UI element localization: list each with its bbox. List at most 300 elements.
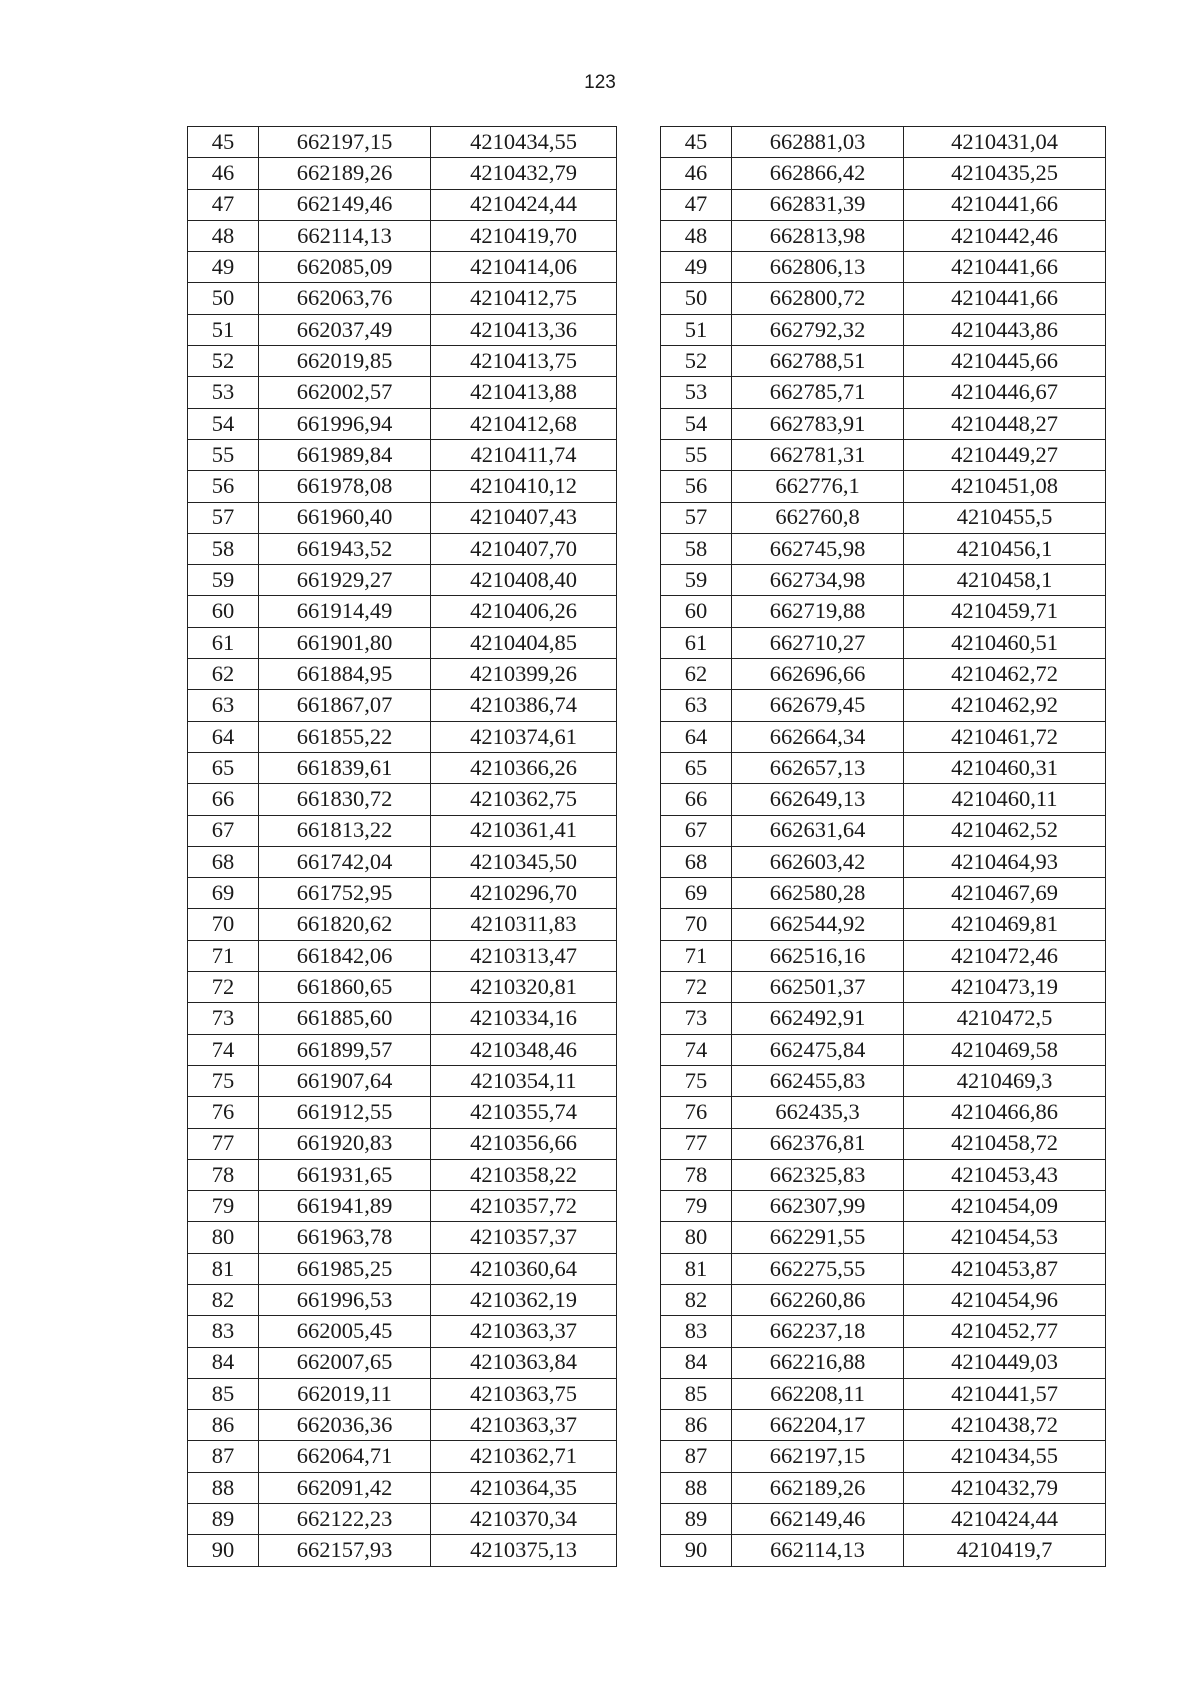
table-row: [661, 220, 1106, 251]
y-coordinate-cell: 4210460,51: [904, 627, 1106, 658]
x-coordinate-cell: 662208,11: [732, 1378, 904, 1409]
table-row: [661, 1097, 1106, 1128]
x-coordinate-cell: 662189,26: [259, 158, 431, 189]
table-row: [661, 752, 1106, 783]
table-row: [188, 659, 617, 690]
table-row: [188, 1003, 617, 1034]
x-coordinate-cell: 661914,49: [259, 596, 431, 627]
y-coordinate-cell: 4210464,93: [904, 846, 1106, 877]
x-coordinate-cell: 661884,95: [259, 659, 431, 690]
x-coordinate-cell: 662657,13: [732, 752, 904, 783]
point-number-cell: 60: [661, 596, 732, 627]
x-coordinate-cell: 661929,27: [259, 565, 431, 596]
coordinates-table-left-body: [188, 127, 617, 1567]
table-row: [661, 533, 1106, 564]
y-coordinate-cell: 4210357,72: [431, 1191, 617, 1222]
table-row: [661, 1378, 1106, 1409]
x-coordinate-cell: 662696,66: [732, 659, 904, 690]
y-coordinate-cell: 4210366,26: [431, 752, 617, 783]
point-number-cell: 53: [661, 377, 732, 408]
x-coordinate-cell: 662204,17: [732, 1410, 904, 1441]
table-row: [661, 721, 1106, 752]
point-number-cell: 84: [188, 1347, 259, 1378]
point-number-cell: 81: [661, 1253, 732, 1284]
y-coordinate-cell: 4210458,72: [904, 1128, 1106, 1159]
y-coordinate-cell: 4210363,84: [431, 1347, 617, 1378]
y-coordinate-cell: 4210358,22: [431, 1159, 617, 1190]
y-coordinate-cell: 4210363,37: [431, 1316, 617, 1347]
y-coordinate-cell: 4210472,5: [904, 1003, 1106, 1034]
y-coordinate-cell: 4210441,57: [904, 1378, 1106, 1409]
x-coordinate-cell: 662806,13: [732, 252, 904, 283]
y-coordinate-cell: 4210431,04: [904, 127, 1106, 158]
point-number-cell: 68: [188, 846, 259, 877]
table-row: [188, 690, 617, 721]
y-coordinate-cell: 4210354,11: [431, 1065, 617, 1096]
x-coordinate-cell: 662157,93: [259, 1535, 431, 1566]
point-number-cell: 56: [188, 471, 259, 502]
y-coordinate-cell: 4210355,74: [431, 1097, 617, 1128]
x-coordinate-cell: 662037,49: [259, 314, 431, 345]
x-coordinate-cell: 662291,55: [732, 1222, 904, 1253]
table-row: [188, 283, 617, 314]
point-number-cell: 45: [661, 127, 732, 158]
x-coordinate-cell: 661860,65: [259, 972, 431, 1003]
y-coordinate-cell: 4210442,46: [904, 220, 1106, 251]
x-coordinate-cell: 661978,08: [259, 471, 431, 502]
x-coordinate-cell: 662114,13: [259, 220, 431, 251]
table-row: [188, 189, 617, 220]
point-number-cell: 67: [661, 815, 732, 846]
point-number-cell: 69: [661, 878, 732, 909]
point-number-cell: 49: [661, 252, 732, 283]
point-number-cell: 79: [661, 1191, 732, 1222]
x-coordinate-cell: 662275,55: [732, 1253, 904, 1284]
x-coordinate-cell: 662064,71: [259, 1441, 431, 1472]
point-number-cell: 84: [661, 1347, 732, 1378]
table-row: [661, 1284, 1106, 1315]
x-coordinate-cell: 661885,60: [259, 1003, 431, 1034]
point-number-cell: 56: [661, 471, 732, 502]
y-coordinate-cell: 4210453,87: [904, 1253, 1106, 1284]
x-coordinate-cell: 661830,72: [259, 784, 431, 815]
point-number-cell: 52: [661, 346, 732, 377]
point-number-cell: 65: [188, 752, 259, 783]
x-coordinate-cell: 661899,57: [259, 1034, 431, 1065]
table-row: [661, 1159, 1106, 1190]
point-number-cell: 79: [188, 1191, 259, 1222]
y-coordinate-cell: 4210320,81: [431, 972, 617, 1003]
point-number-cell: 73: [188, 1003, 259, 1034]
point-number-cell: 59: [661, 565, 732, 596]
table-row: [188, 627, 617, 658]
table-row: [188, 972, 617, 1003]
table-row: [661, 1347, 1106, 1378]
y-coordinate-cell: 4210362,71: [431, 1441, 617, 1472]
point-number-cell: 59: [188, 565, 259, 596]
table-row: [188, 502, 617, 533]
table-row: [661, 252, 1106, 283]
x-coordinate-cell: 662792,32: [732, 314, 904, 345]
point-number-cell: 83: [188, 1316, 259, 1347]
table-row: [188, 752, 617, 783]
table-row: [188, 1410, 617, 1441]
table-row: [188, 1034, 617, 1065]
y-coordinate-cell: 4210455,5: [904, 502, 1106, 533]
x-coordinate-cell: 662788,51: [732, 346, 904, 377]
x-coordinate-cell: 662149,46: [732, 1504, 904, 1535]
point-number-cell: 72: [661, 972, 732, 1003]
point-number-cell: 49: [188, 252, 259, 283]
x-coordinate-cell: 662114,13: [732, 1535, 904, 1566]
x-coordinate-cell: 662085,09: [259, 252, 431, 283]
point-number-cell: 74: [188, 1034, 259, 1065]
table-row: [188, 220, 617, 251]
point-number-cell: 64: [188, 721, 259, 752]
table-row: [661, 314, 1106, 345]
x-coordinate-cell: 661855,22: [259, 721, 431, 752]
point-number-cell: 65: [661, 752, 732, 783]
x-coordinate-cell: 662260,86: [732, 1284, 904, 1315]
x-coordinate-cell: 662435,3: [732, 1097, 904, 1128]
y-coordinate-cell: 4210345,50: [431, 846, 617, 877]
y-coordinate-cell: 4210407,43: [431, 502, 617, 533]
table-row: [188, 1065, 617, 1096]
x-coordinate-cell: 661839,61: [259, 752, 431, 783]
table-row: [661, 1222, 1106, 1253]
x-coordinate-cell: 662710,27: [732, 627, 904, 658]
y-coordinate-cell: 4210456,1: [904, 533, 1106, 564]
point-number-cell: 80: [188, 1222, 259, 1253]
x-coordinate-cell: 661941,89: [259, 1191, 431, 1222]
point-number-cell: 62: [188, 659, 259, 690]
table-row: [188, 439, 617, 470]
y-coordinate-cell: 4210454,09: [904, 1191, 1106, 1222]
table-row: [661, 471, 1106, 502]
point-number-cell: 73: [661, 1003, 732, 1034]
y-coordinate-cell: 4210467,69: [904, 878, 1106, 909]
y-coordinate-cell: 4210296,70: [431, 878, 617, 909]
x-coordinate-cell: 662783,91: [732, 408, 904, 439]
point-number-cell: 72: [188, 972, 259, 1003]
table-row: [661, 1504, 1106, 1535]
table-row: [188, 1128, 617, 1159]
table-row: [188, 596, 617, 627]
x-coordinate-cell: 662831,39: [732, 189, 904, 220]
y-coordinate-cell: 4210458,1: [904, 565, 1106, 596]
x-coordinate-cell: 662776,1: [732, 471, 904, 502]
coordinates-table-left: [187, 126, 617, 1567]
x-coordinate-cell: 662603,42: [732, 846, 904, 877]
table-row: [661, 346, 1106, 377]
point-number-cell: 85: [661, 1378, 732, 1409]
point-number-cell: 55: [188, 439, 259, 470]
point-number-cell: 76: [661, 1097, 732, 1128]
x-coordinate-cell: 661742,04: [259, 846, 431, 877]
table-row: [188, 1097, 617, 1128]
y-coordinate-cell: 4210364,35: [431, 1472, 617, 1503]
point-number-cell: 50: [188, 283, 259, 314]
point-number-cell: 47: [188, 189, 259, 220]
x-coordinate-cell: 662679,45: [732, 690, 904, 721]
x-coordinate-cell: 661943,52: [259, 533, 431, 564]
y-coordinate-cell: 4210473,19: [904, 972, 1106, 1003]
table-row: [188, 909, 617, 940]
x-coordinate-cell: 661820,62: [259, 909, 431, 940]
y-coordinate-cell: 4210438,72: [904, 1410, 1106, 1441]
y-coordinate-cell: 4210311,83: [431, 909, 617, 940]
table-row: [661, 127, 1106, 158]
table-row: [661, 189, 1106, 220]
coordinates-table-right-body: [661, 127, 1106, 1567]
y-coordinate-cell: 4210348,46: [431, 1034, 617, 1065]
x-coordinate-cell: 661963,78: [259, 1222, 431, 1253]
point-number-cell: 82: [188, 1284, 259, 1315]
x-coordinate-cell: 661985,25: [259, 1253, 431, 1284]
x-coordinate-cell: 661920,83: [259, 1128, 431, 1159]
table-row: [188, 1316, 617, 1347]
y-coordinate-cell: 4210460,31: [904, 752, 1106, 783]
y-coordinate-cell: 4210413,88: [431, 377, 617, 408]
table-row: [661, 940, 1106, 971]
table-row: [188, 846, 617, 877]
y-coordinate-cell: 4210453,43: [904, 1159, 1106, 1190]
table-row: [661, 1253, 1106, 1284]
table-row: [661, 1191, 1106, 1222]
point-number-cell: 48: [661, 220, 732, 251]
table-row: [661, 596, 1106, 627]
x-coordinate-cell: 662544,92: [732, 909, 904, 940]
table-row: [661, 627, 1106, 658]
y-coordinate-cell: 4210462,72: [904, 659, 1106, 690]
x-coordinate-cell: 662197,15: [732, 1441, 904, 1472]
point-number-cell: 86: [188, 1410, 259, 1441]
point-number-cell: 82: [661, 1284, 732, 1315]
table-row: [188, 721, 617, 752]
x-coordinate-cell: 662785,71: [732, 377, 904, 408]
y-coordinate-cell: 4210449,27: [904, 439, 1106, 470]
table-row: [188, 533, 617, 564]
point-number-cell: 51: [661, 314, 732, 345]
y-coordinate-cell: 4210362,19: [431, 1284, 617, 1315]
page-number: 123: [584, 72, 616, 93]
table-row: [661, 659, 1106, 690]
y-coordinate-cell: 4210446,67: [904, 377, 1106, 408]
point-number-cell: 78: [661, 1159, 732, 1190]
point-number-cell: 62: [661, 659, 732, 690]
point-number-cell: 58: [188, 533, 259, 564]
x-coordinate-cell: 662237,18: [732, 1316, 904, 1347]
point-number-cell: 76: [188, 1097, 259, 1128]
table-row: [661, 565, 1106, 596]
table-row: [661, 878, 1106, 909]
x-coordinate-cell: 662376,81: [732, 1128, 904, 1159]
x-coordinate-cell: 662325,83: [732, 1159, 904, 1190]
x-coordinate-cell: 662475,84: [732, 1034, 904, 1065]
coordinates-table-right: [660, 126, 1106, 1567]
point-number-cell: 66: [188, 784, 259, 815]
point-number-cell: 57: [661, 502, 732, 533]
point-number-cell: 71: [661, 940, 732, 971]
table-row: [661, 158, 1106, 189]
point-number-cell: 60: [188, 596, 259, 627]
point-number-cell: 52: [188, 346, 259, 377]
table-row: [188, 377, 617, 408]
y-coordinate-cell: 4210469,3: [904, 1065, 1106, 1096]
y-coordinate-cell: 4210375,13: [431, 1535, 617, 1566]
y-coordinate-cell: 4210410,12: [431, 471, 617, 502]
x-coordinate-cell: 662866,42: [732, 158, 904, 189]
x-coordinate-cell: 662036,36: [259, 1410, 431, 1441]
point-number-cell: 89: [188, 1504, 259, 1535]
y-coordinate-cell: 4210374,61: [431, 721, 617, 752]
point-number-cell: 88: [188, 1472, 259, 1503]
x-coordinate-cell: 662019,85: [259, 346, 431, 377]
x-coordinate-cell: 661912,55: [259, 1097, 431, 1128]
point-number-cell: 64: [661, 721, 732, 752]
table-row: [661, 408, 1106, 439]
point-number-cell: 71: [188, 940, 259, 971]
y-coordinate-cell: 4210461,72: [904, 721, 1106, 752]
y-coordinate-cell: 4210449,03: [904, 1347, 1106, 1378]
x-coordinate-cell: 662781,31: [732, 439, 904, 470]
table-row: [188, 1535, 617, 1566]
y-coordinate-cell: 4210361,41: [431, 815, 617, 846]
y-coordinate-cell: 4210434,55: [431, 127, 617, 158]
point-number-cell: 63: [661, 690, 732, 721]
x-coordinate-cell: 661901,80: [259, 627, 431, 658]
point-number-cell: 46: [661, 158, 732, 189]
x-coordinate-cell: 662002,57: [259, 377, 431, 408]
x-coordinate-cell: 661931,65: [259, 1159, 431, 1190]
table-row: [661, 377, 1106, 408]
x-coordinate-cell: 662019,11: [259, 1378, 431, 1409]
x-coordinate-cell: 662664,34: [732, 721, 904, 752]
point-number-cell: 58: [661, 533, 732, 564]
y-coordinate-cell: 4210408,40: [431, 565, 617, 596]
table-row: [188, 1441, 617, 1472]
x-coordinate-cell: 662760,8: [732, 502, 904, 533]
x-coordinate-cell: 662745,98: [732, 533, 904, 564]
table-row: [661, 1316, 1106, 1347]
table-row: [661, 1128, 1106, 1159]
y-coordinate-cell: 4210413,75: [431, 346, 617, 377]
table-row: [661, 784, 1106, 815]
table-row: [188, 1253, 617, 1284]
y-coordinate-cell: 4210362,75: [431, 784, 617, 815]
point-number-cell: 48: [188, 220, 259, 251]
x-coordinate-cell: 662007,65: [259, 1347, 431, 1378]
point-number-cell: 75: [188, 1065, 259, 1096]
y-coordinate-cell: 4210460,11: [904, 784, 1106, 815]
x-coordinate-cell: 661842,06: [259, 940, 431, 971]
y-coordinate-cell: 4210399,26: [431, 659, 617, 690]
table-row: [188, 1159, 617, 1190]
table-row: [188, 940, 617, 971]
y-coordinate-cell: 4210469,81: [904, 909, 1106, 940]
y-coordinate-cell: 4210360,64: [431, 1253, 617, 1284]
y-coordinate-cell: 4210435,25: [904, 158, 1106, 189]
table-row: [661, 283, 1106, 314]
y-coordinate-cell: 4210357,37: [431, 1222, 617, 1253]
table-row: [188, 127, 617, 158]
point-number-cell: 67: [188, 815, 259, 846]
x-coordinate-cell: 662216,88: [732, 1347, 904, 1378]
table-row: [188, 471, 617, 502]
point-number-cell: 53: [188, 377, 259, 408]
y-coordinate-cell: 4210441,66: [904, 283, 1106, 314]
point-number-cell: 66: [661, 784, 732, 815]
x-coordinate-cell: 661960,40: [259, 502, 431, 533]
y-coordinate-cell: 4210407,70: [431, 533, 617, 564]
table-row: [661, 1535, 1106, 1566]
x-coordinate-cell: 661907,64: [259, 1065, 431, 1096]
point-number-cell: 61: [661, 627, 732, 658]
y-coordinate-cell: 4210363,37: [431, 1410, 617, 1441]
x-coordinate-cell: 662631,64: [732, 815, 904, 846]
table-row: [661, 909, 1106, 940]
y-coordinate-cell: 4210356,66: [431, 1128, 617, 1159]
point-number-cell: 54: [188, 408, 259, 439]
y-coordinate-cell: 4210363,75: [431, 1378, 617, 1409]
table-row: [661, 1472, 1106, 1503]
point-number-cell: 75: [661, 1065, 732, 1096]
y-coordinate-cell: 4210419,7: [904, 1535, 1106, 1566]
y-coordinate-cell: 4210413,36: [431, 314, 617, 345]
point-number-cell: 90: [661, 1535, 732, 1566]
point-number-cell: 54: [661, 408, 732, 439]
point-number-cell: 61: [188, 627, 259, 658]
table-row: [661, 1441, 1106, 1472]
y-coordinate-cell: 4210462,92: [904, 690, 1106, 721]
table-row: [188, 784, 617, 815]
y-coordinate-cell: 4210412,68: [431, 408, 617, 439]
point-number-cell: 70: [661, 909, 732, 940]
y-coordinate-cell: 4210411,74: [431, 439, 617, 470]
point-number-cell: 63: [188, 690, 259, 721]
y-coordinate-cell: 4210313,47: [431, 940, 617, 971]
y-coordinate-cell: 4210445,66: [904, 346, 1106, 377]
point-number-cell: 45: [188, 127, 259, 158]
table-row: [188, 314, 617, 345]
y-coordinate-cell: 4210441,66: [904, 252, 1106, 283]
y-coordinate-cell: 4210443,86: [904, 314, 1106, 345]
x-coordinate-cell: 662492,91: [732, 1003, 904, 1034]
y-coordinate-cell: 4210370,34: [431, 1504, 617, 1535]
y-coordinate-cell: 4210432,79: [904, 1472, 1106, 1503]
x-coordinate-cell: 662149,46: [259, 189, 431, 220]
point-number-cell: 46: [188, 158, 259, 189]
point-number-cell: 47: [661, 189, 732, 220]
table-row: [188, 878, 617, 909]
x-coordinate-cell: 662307,99: [732, 1191, 904, 1222]
point-number-cell: 50: [661, 283, 732, 314]
point-number-cell: 85: [188, 1378, 259, 1409]
table-row: [188, 1191, 617, 1222]
y-coordinate-cell: 4210441,66: [904, 189, 1106, 220]
table-row: [661, 1065, 1106, 1096]
point-number-cell: 81: [188, 1253, 259, 1284]
y-coordinate-cell: 4210334,16: [431, 1003, 617, 1034]
table-row: [661, 502, 1106, 533]
y-coordinate-cell: 4210412,75: [431, 283, 617, 314]
x-coordinate-cell: 661867,07: [259, 690, 431, 721]
point-number-cell: 68: [661, 846, 732, 877]
y-coordinate-cell: 4210424,44: [431, 189, 617, 220]
table-row: [188, 346, 617, 377]
x-coordinate-cell: 662005,45: [259, 1316, 431, 1347]
table-row: [188, 1472, 617, 1503]
